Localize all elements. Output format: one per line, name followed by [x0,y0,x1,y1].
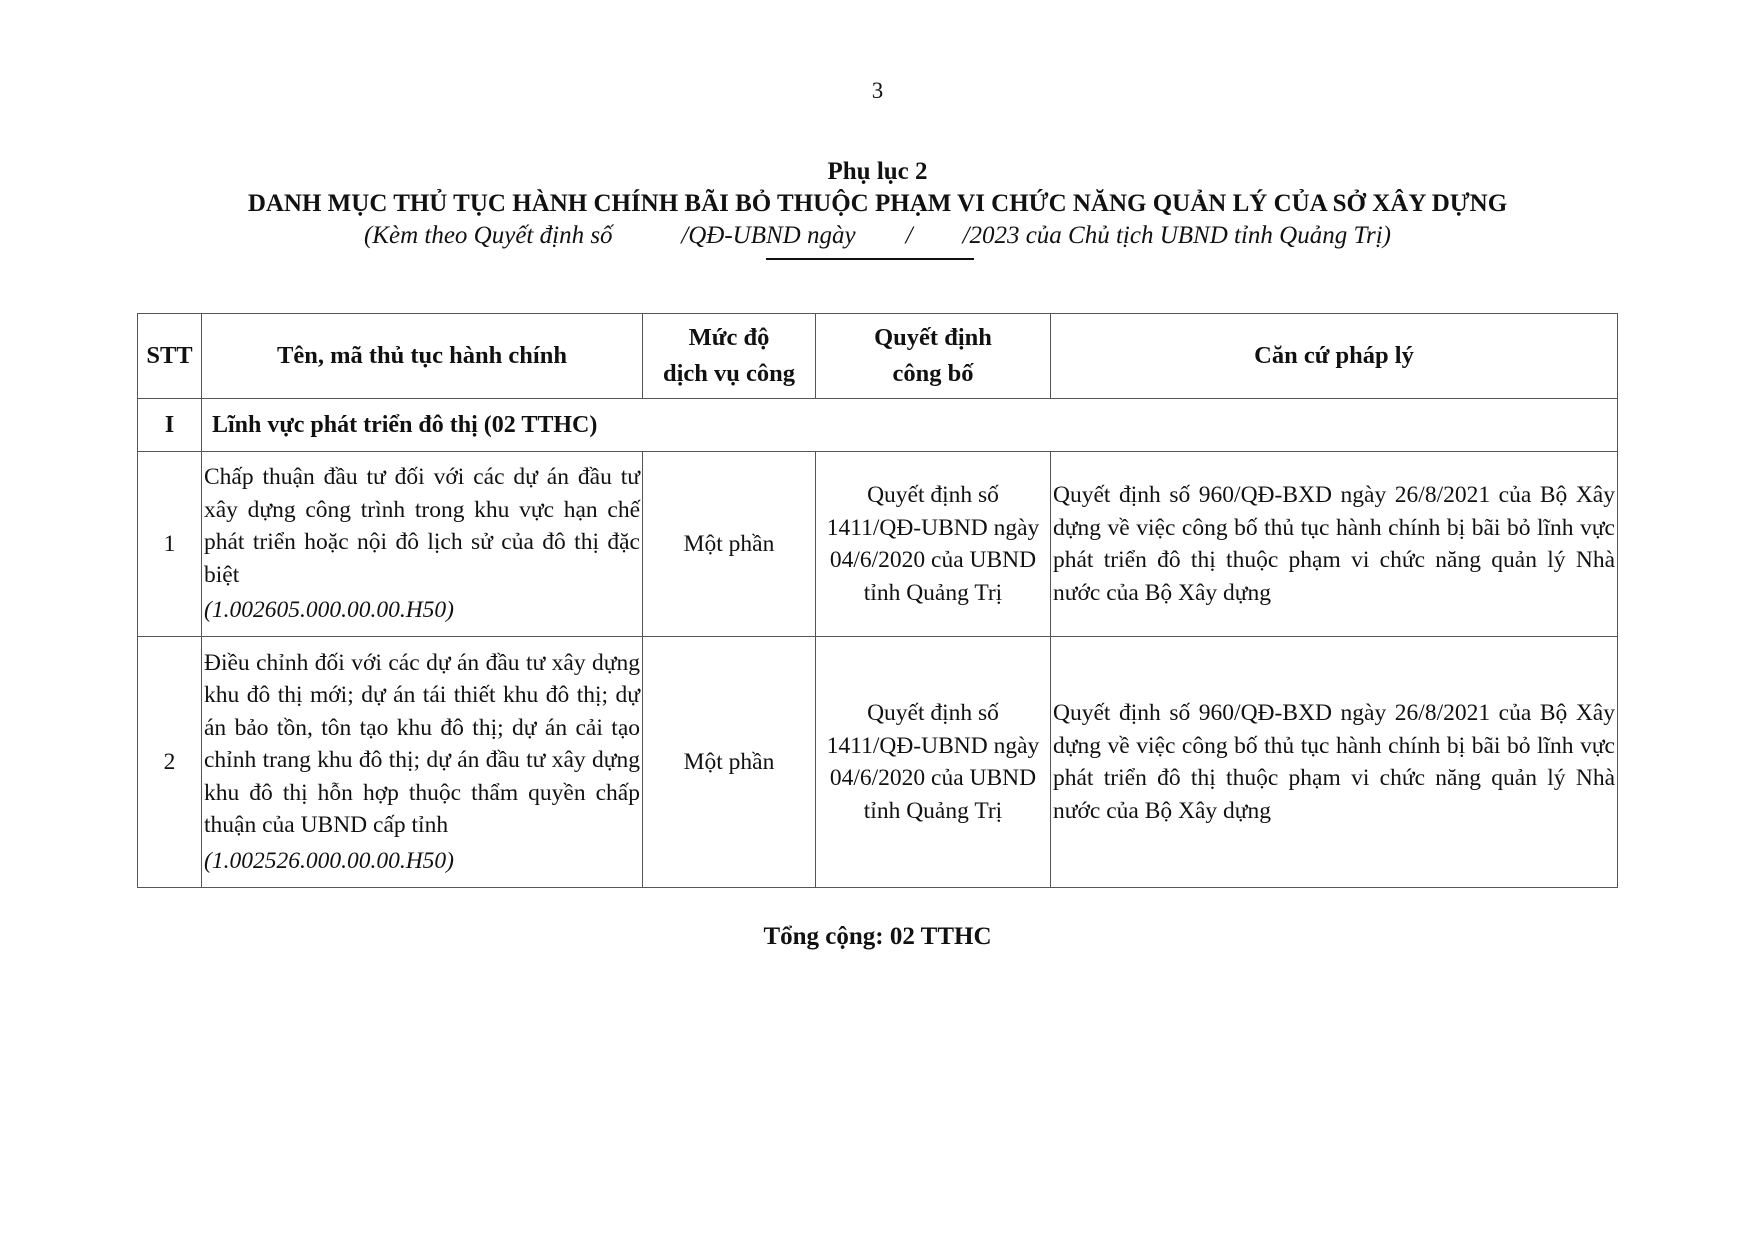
table-row [138,637,1618,888]
row-legal-basis: Quyết định số 960/QĐ-BXD ngày 26/8/2021 của Bộ Xây dựng về việc công bố thủ tục hành chính bị bãi bỏ lĩnh vực phát triển đô thị thuộc phạm vi chức năng quản lý Nhà nước của Bộ Xây dựng [1051,452,1618,637]
row-procedure [202,637,643,888]
procedure-name: Điều chỉnh đối với các dự án đầu tư xây dựng khu đô thị mới; dự án tái thiết khu đô thị; dự án bảo tồn, tôn tạo khu đô thị; dự án cải tạo chỉnh trang khu đô thị; dự án đầu tư xây dựng khu đô thị hỗn hợp thuộc thẩm quyền chấp thuận của UBND cấp tỉnh [204,649,640,839]
document-header [0,156,1755,252]
section-number: I [138,399,202,452]
subtitle-underline [766,258,974,260]
procedure-code: (1.002605.000.00.00.H50) [204,597,454,624]
row-decision: Quyết định số 1411/QĐ-UBND ngày 04/6/2020 của UBND tỉnh Quảng Trị [816,452,1051,637]
header-level [643,314,816,399]
section-row [138,399,1618,452]
total-summary: Tổng cộng: 02 TTHC [763,923,992,950]
row-decision: Quyết định số 1411/QĐ-UBND ngày 04/6/2020 của UBND tỉnh Quảng Trị [816,637,1051,888]
header-level-line1: Mức độ [688,324,770,351]
annex-label: Phụ lục 2 [827,158,928,185]
row-service-level: Một phần [643,637,816,888]
header-stt: STT [138,314,202,399]
header-decision [816,314,1051,399]
procedure-name: Chấp thuận đầu tư đối với các dự án đầu tư xây dựng công trình trong khu vực hạn chế phát triển hoặc nội đô lịch sử của đô thị đặc biệt [204,464,640,588]
row-procedure [202,452,643,637]
document-title: DANH MỤC THỦ TỤC HÀNH CHÍNH BÃI BỎ THUỘC PHẠM VI CHỨC NĂNG QUẢN LÝ CỦA SỞ XÂY DỰNG [247,190,1508,217]
page-number: 3 [871,78,884,103]
header-decision-line1: Quyết định [874,324,992,351]
section-title: Lĩnh vực phát triển đô thị (02 TTHC) [202,399,1618,452]
table-header-row [138,314,1618,399]
header-decision-line2: công bố [892,360,974,387]
row-stt: 2 [138,637,202,888]
row-service-level: Một phần [643,452,816,637]
header-level-line2: dịch vụ công [662,360,796,387]
subtitle-text: (Kèm theo Quyết định số /QĐ-UBND ngày / /2023 của Chủ tịch UBND tỉnh Quảng Trị) [363,222,1391,249]
document-subtitle [0,220,1755,252]
header-name: Tên, mã thủ tục hành chính [202,314,643,399]
header-legal: Căn cứ pháp lý [1051,314,1618,399]
row-stt: 1 [138,452,202,637]
procedure-code: (1.002526.000.00.00.H50) [204,847,454,874]
procedures-table [137,313,1618,888]
row-legal-basis: Quyết định số 960/QĐ-BXD ngày 26/8/2021 của Bộ Xây dựng về việc công bố thủ tục hành chính bị bãi bỏ lĩnh vực phát triển đô thị thuộc phạm vi chức năng quản lý Nhà nước của Bộ Xây dựng [1051,637,1618,888]
table-row [138,452,1618,637]
